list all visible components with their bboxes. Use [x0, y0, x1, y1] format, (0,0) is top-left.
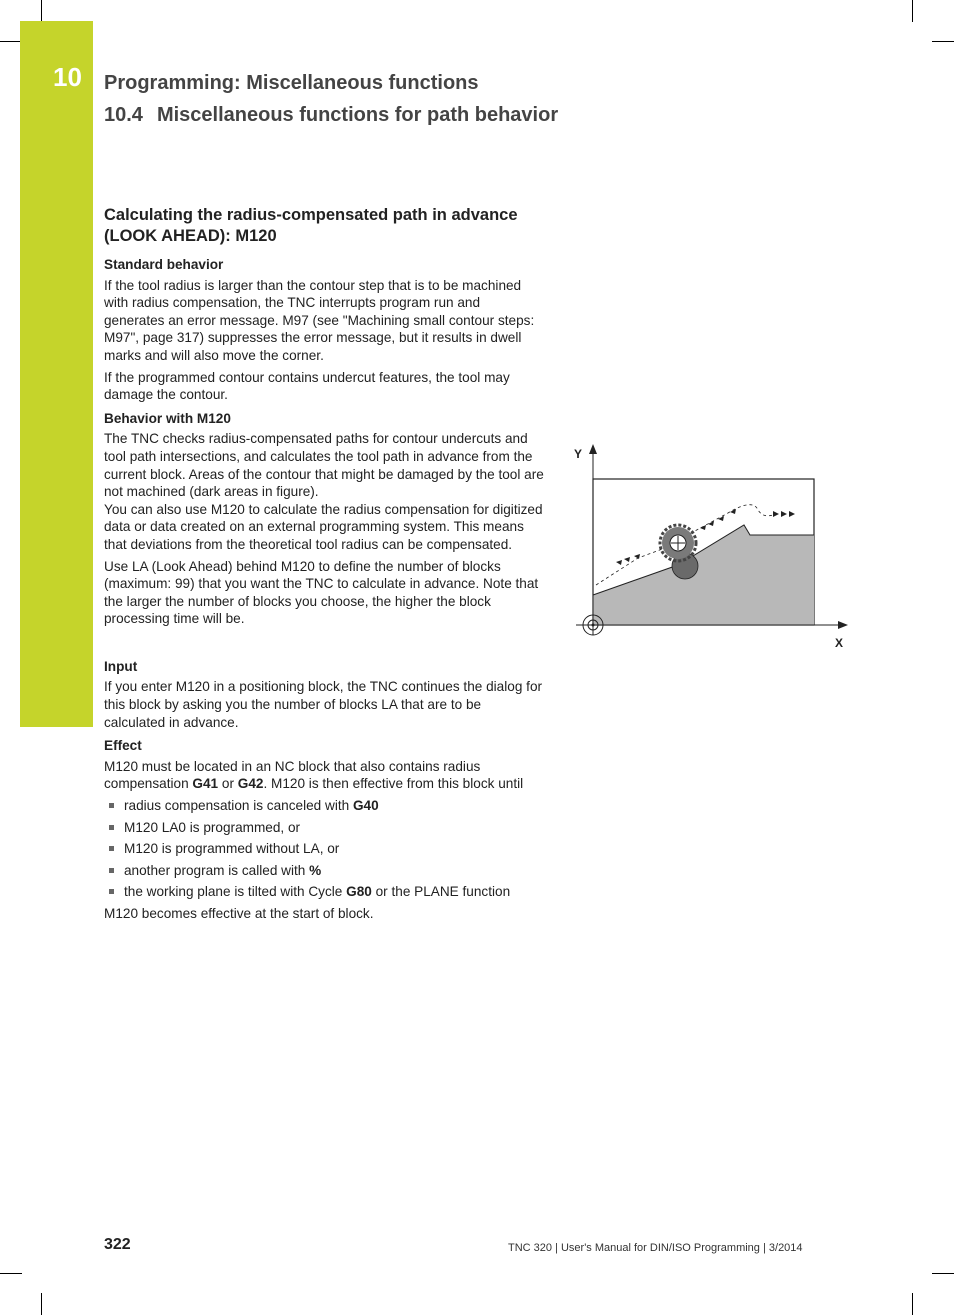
- main-content: [104, 205, 544, 927]
- standard-paragraph-2: If the programmed contour contains undercut features, the tool may damage the contour.: [104, 369, 510, 403]
- section-name: Miscellaneous functions for path behavior: [156, 104, 559, 126]
- effect-paragraph-1: M120 must be located in an NC block that also contains radius compensation G41 or G42. M120 is then effective from this block until: [104, 758, 524, 792]
- standard-paragraph-1: If the tool radius is larger than the contour step that is to be machined with radius compensation, the TNC interrupts program run and generates an error message. M97 (see "Machining small contour steps: M97", page 317) suppresses the error message, but it results in dwell marks and will also move the corner.: [104, 277, 535, 363]
- footer-text: TNC 320 | User's Manual for DIN/ISO Programming | 3/2014: [508, 1242, 803, 1254]
- input-title: Input: [104, 658, 138, 674]
- chapter-number: 10: [53, 62, 82, 92]
- list-item: the working plane is tilted with Cycle G80 or the PLANE function: [104, 883, 544, 901]
- effect-title: Effect: [104, 738, 142, 754]
- crop-mark: [41, 0, 42, 22]
- y-axis-label: Y: [574, 447, 583, 461]
- m120-paragraph-1: The TNC checks radius-compensated paths for contour undercuts and tool path intersections, and calculates the tool path in advance from the current block. Areas of the contour that might be damaged by the tool are not machined (dark areas in figure). You can also use M120 to calculate the radius compensation for digitized data or data created on an external programming system. This means that deviations from the theoretical tool radius can be compensated.: [104, 431, 544, 552]
- m120-paragraph-2: Use LA (Look Ahead) behind M120 to define the number of blocks (maximum: 99) that you want the TNC to calculate in advance. Note that the larger the number of blocks you choose, the higher the block processing time will be.: [104, 558, 539, 627]
- crop-mark: [912, 1293, 913, 1315]
- input-paragraph: If you enter M120 in a positioning block, the TNC continues the dialog for this block by asking you the number of blocks LA that are to be calculated in advance.: [104, 679, 543, 730]
- crop-mark: [41, 1293, 42, 1315]
- page-number: 322: [104, 1236, 131, 1253]
- list-item: M120 LA0 is programmed, or: [104, 819, 544, 837]
- crop-mark: [932, 1273, 954, 1274]
- effect-bullet-list: [104, 797, 544, 901]
- crop-mark: [932, 41, 954, 42]
- section-title: [104, 104, 558, 127]
- effect-paragraph-2: M120 becomes effective at the start of block.: [104, 906, 374, 921]
- section-number: 10.4: [104, 104, 143, 126]
- chapter-title: Programming: Miscellaneous functions: [104, 72, 479, 94]
- list-item: M120 is programmed without LA, or: [104, 840, 544, 858]
- page-heading: Calculating the radius-compensated path in advance (LOOK AHEAD): M120: [104, 206, 518, 245]
- crop-mark: [0, 41, 22, 42]
- standard-behavior-title: Standard behavior: [104, 257, 224, 272]
- list-item: another program is called with %: [104, 862, 544, 880]
- toolpath-figure: [568, 440, 858, 655]
- crop-mark: [0, 1273, 22, 1274]
- list-item: radius compensation is canceled with G40: [104, 797, 544, 815]
- m120-behavior-title: Behavior with M120: [104, 410, 231, 426]
- crop-mark: [912, 0, 913, 22]
- chapter-tab: [20, 21, 93, 727]
- x-axis-label: X: [835, 636, 844, 650]
